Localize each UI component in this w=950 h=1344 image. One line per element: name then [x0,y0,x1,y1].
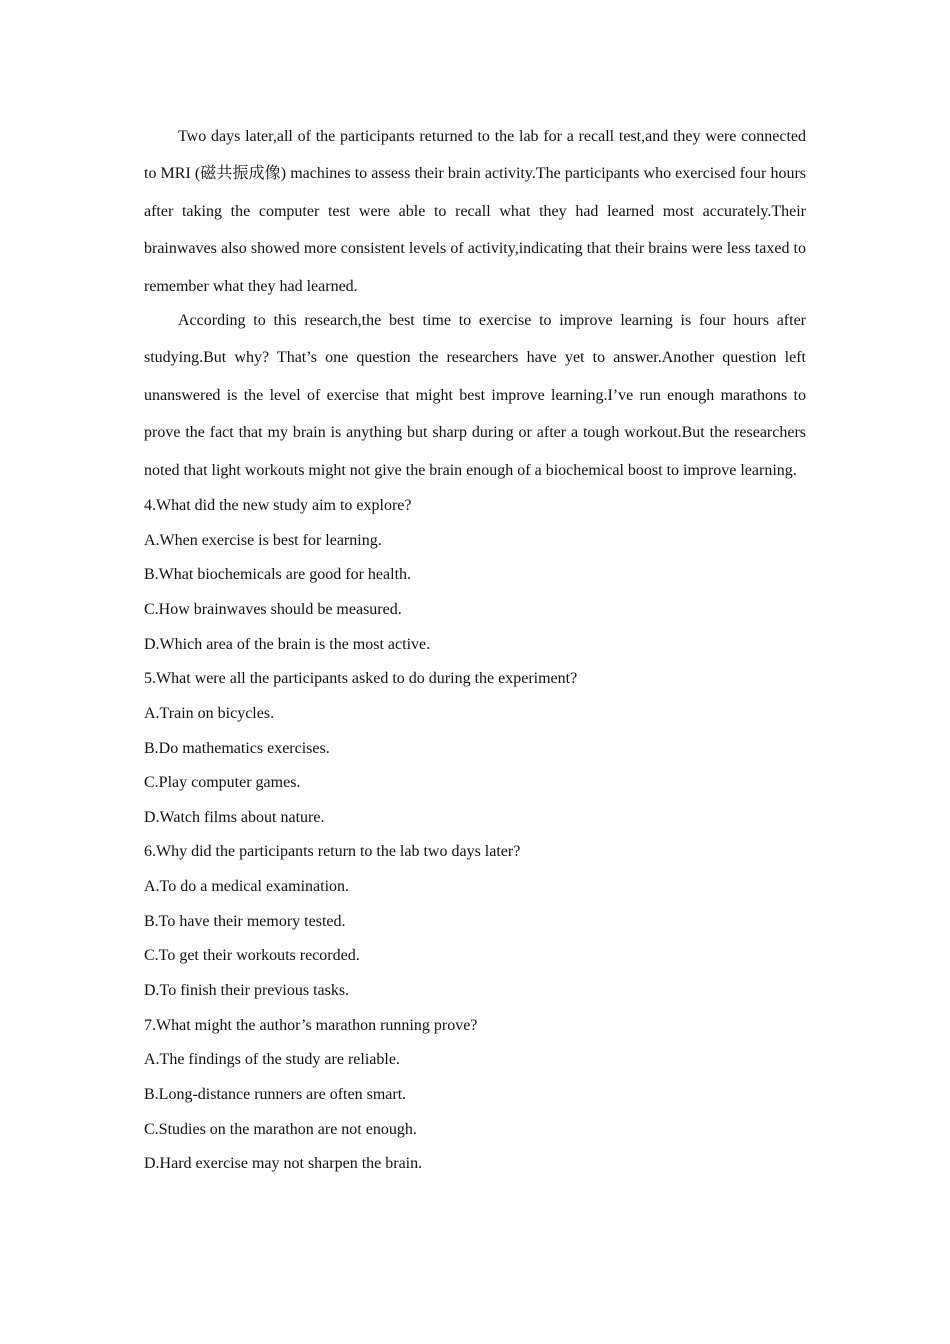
option-b: B.What biochemicals are good for health. [144,566,412,584]
option-d: D.Hard exercise may not sharpen the brain. [144,1155,423,1173]
question-stem: 7.What might the author’s marathon running prove? [144,1016,478,1034]
option-a: A.To do a medical examination. [144,878,350,896]
question-5 [144,662,806,835]
question-stem: 4.What did the new study aim to explore? [144,497,412,515]
option-d: D.Watch films about nature. [144,808,325,826]
option-d: D.Which area of the brain is the most active. [144,635,431,653]
option-b: B.To have their memory tested. [144,912,346,930]
option-d: D.To finish their previous tasks. [144,982,350,1000]
option-a: A.Train on bicycles. [144,704,275,722]
option-c: C.Studies on the marathon are not enough. [144,1120,417,1138]
question-6 [144,835,806,1008]
option-c: C.To get their workouts recorded. [144,947,360,965]
question-4 [144,489,806,662]
question-7 [144,1009,806,1182]
option-c: C.Play computer games. [144,774,301,792]
passage-paragraph-1: Two days later,all of the participants returned to the lab for a recall test,and they were connected to MRI (磁共振成像) machines to assess their brain activity.The participants who exercised four hours after taking the computer test were able to recall what they had learned most accurately.Their brainwaves also showed more consistent levels of activity,indicating that their brains were less taxed to remember what they had learned. [144,128,806,295]
question-list [144,489,806,1182]
option-b: B.Long-distance runners are often smart. [144,1085,407,1103]
option-a: A.When exercise is best for learning. [144,531,382,549]
option-c: C.How brainwaves should be measured. [144,600,402,618]
document-content [144,118,806,1182]
question-stem: 5.What were all the participants asked to do during the experiment? [144,670,578,688]
passage-paragraph-2: According to this research,the best time to exercise to improve learning is four hours after studying.But why? That’s one question the researchers have yet to answer.Another question left unanswered is the level of exercise that might best improve learning.I’ve run enough marathons to prove the fact that my brain is anything but sharp during or after a tough workout.But the researchers noted that light workouts might not give the brain enough of a biochemical boost to improve learning. [144,312,806,479]
option-a: A.The findings of the study are reliable. [144,1051,400,1069]
question-stem: 6.Why did the participants return to the lab two days later? [144,843,521,861]
option-b: B.Do mathematics exercises. [144,739,330,757]
